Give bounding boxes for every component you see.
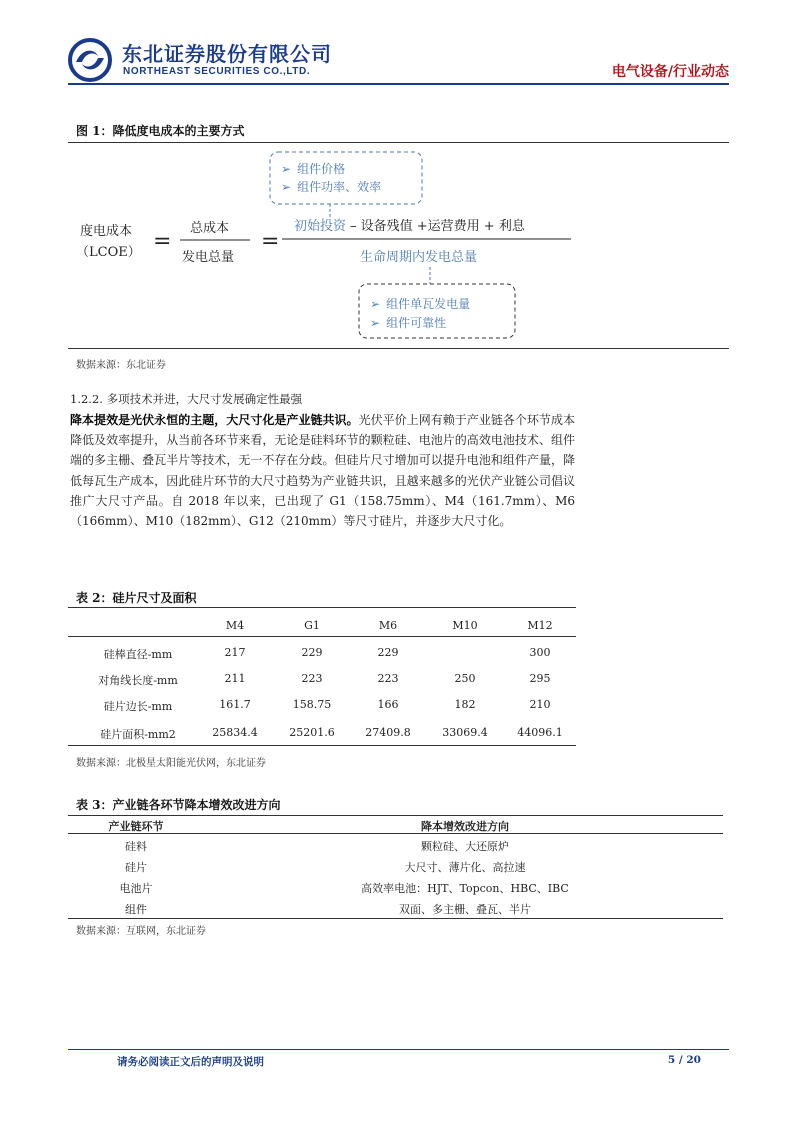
- body-paragraph: [70, 410, 575, 531]
- table3-row-label: 硅料: [125, 840, 147, 853]
- table2-cell: 44096.1: [517, 726, 563, 739]
- table3-header-rule: [68, 833, 723, 834]
- table2-header-cell: M10: [452, 619, 478, 632]
- top-bullet-2: ➢ 组件功率、效率: [281, 180, 382, 194]
- lcoe-formula-diagram: [68, 143, 729, 348]
- table2-cell: 229: [301, 646, 323, 659]
- table2-row-label: 硅片边长-mm: [103, 700, 173, 713]
- paragraph-body: 光伏平价上网有赖于产业链各个环节成本降低及效率提升，从当前各环节来看，无论是硅料环节的颗粒硅、电池片的高效电池技术、组件端的多主栅、叠瓦半片等技术，无一不存在分歧。但硅片尺寸增加可以提升电池和组件产量，降低每瓦生产成本，因此硅片环节的大尺寸趋势为产业链共识，且越来越多的光伏产业链公司倡议推广大尺寸产品。自 2018 年以来，已出现了 G1（158.75mm）、M4（161.7mm）、M6（166mm）、M10（182mm）、G12（210mm）等尺寸硅片，并逐步大尺寸化。: [70, 413, 575, 529]
- section-heading: 1.2.2. 多项技术并进，大尺寸发展确定性最强: [70, 392, 303, 406]
- table2-cell: 27409.8: [365, 726, 411, 739]
- table3-row-label: 硅片: [125, 861, 147, 874]
- initial-investment: 初始投资: [294, 219, 347, 234]
- bottom-bullet-2: ➢ 组件可靠性: [370, 316, 447, 330]
- table3-cell: 颗粒硅、大还原炉: [421, 840, 509, 853]
- total-cost: 总成本: [190, 221, 230, 236]
- table2-cell: 166: [377, 698, 399, 711]
- numerator-rest: – 设备残值 +运营费用 + 利息: [350, 219, 525, 234]
- lifecycle-generation: 生命周期内发电总量: [360, 250, 478, 265]
- table2-cell: 217: [224, 646, 246, 659]
- equals-sign-1: =: [153, 229, 172, 254]
- table2-header-rule: [68, 636, 576, 637]
- paragraph-lead: 降本提效是光伏永恒的主题，大尺寸化是产业链共识。: [70, 413, 359, 427]
- table2-bottom-rule: [68, 745, 576, 746]
- table2-cell: 182: [454, 698, 476, 711]
- table3-row-label: 组件: [125, 903, 147, 916]
- table2-row-label: 硅片面积-mm2: [100, 728, 176, 741]
- table2-cell: 300: [529, 646, 551, 659]
- table3-header-cell: 产业链环节: [108, 820, 164, 833]
- table2-cell: 161.7: [219, 698, 251, 711]
- figure-source: 数据来源：东北证券: [76, 360, 166, 371]
- lcoe-label: 度电成本: [80, 224, 133, 239]
- table3-row-label: 电池片: [119, 882, 153, 895]
- lcoe-abbr: （LCOE）: [76, 245, 141, 260]
- footer-disclaimer: 请务必阅读正文后的声明及说明: [117, 1056, 264, 1068]
- table2-header-cell: M6: [378, 619, 398, 632]
- table2-cell: 295: [529, 672, 551, 685]
- table2-row-label: 硅棒直径-mm: [103, 648, 173, 661]
- table3-header-cell: 降本增效改进方向: [421, 820, 509, 833]
- table2-cell: 210: [529, 698, 551, 711]
- table3-bottom-rule: [68, 918, 723, 919]
- total-generation: 发电总量: [182, 250, 235, 265]
- figure-title: 图 1：降低度电成本的主要方式: [76, 124, 245, 138]
- top-dashed-box: [270, 152, 422, 204]
- table2-cell: 25834.4: [212, 726, 258, 739]
- footer-divider: [68, 1049, 729, 1050]
- table2-cell: 158.75: [292, 698, 332, 711]
- table2-cell: 33069.4: [442, 726, 488, 739]
- table2-top-rule: [68, 607, 576, 608]
- table3-cell: 双面、多主栅、叠瓦、半片: [399, 903, 531, 916]
- table2-row-label: 对角线长度-mm: [98, 674, 178, 687]
- equals-sign-2: =: [261, 229, 280, 254]
- table2-header-cell: M4: [225, 619, 245, 632]
- table2-cell: 25201.6: [289, 726, 335, 739]
- table3-top-rule: [68, 815, 723, 816]
- table2-cell: 223: [377, 672, 399, 685]
- top-bullet-1: ➢ 组件价格: [281, 162, 346, 176]
- figure-bottom-rule: [68, 348, 729, 349]
- table2-title: 表 2：硅片尺寸及面积: [76, 591, 197, 605]
- company-name-en: NORTHEAST SECURITIES CO.,LTD.: [123, 66, 311, 77]
- company-name-cn: 东北证券股份有限公司: [122, 42, 332, 66]
- table3-cell: 大尺寸、薄片化、高拉速: [404, 861, 526, 874]
- bottom-bullet-1: ➢ 组件单瓦发电量: [370, 297, 471, 311]
- table2-cell: 229: [377, 646, 399, 659]
- report-category: 电气设备/行业动态: [611, 64, 729, 80]
- table2-source: 数据来源：北极星太阳能光伏网，东北证券: [76, 758, 266, 769]
- table3-cell: 高效率电池：HJT、Topcon、HBC、IBC: [361, 882, 569, 895]
- table2-cell: 250: [454, 672, 476, 685]
- table2-cell: 223: [301, 672, 323, 685]
- company-logo: [68, 38, 112, 82]
- table2-header-cell: M12: [527, 619, 553, 632]
- page-number: 5 / 20: [667, 1054, 701, 1066]
- table3-title: 表 3：产业链各环节降本增效改进方向: [76, 798, 281, 812]
- table3-source: 数据来源：互联网，东北证券: [76, 926, 206, 937]
- table2-header-cell: G1: [304, 619, 320, 632]
- table2-cell: 211: [224, 672, 246, 685]
- header-divider: [68, 83, 729, 85]
